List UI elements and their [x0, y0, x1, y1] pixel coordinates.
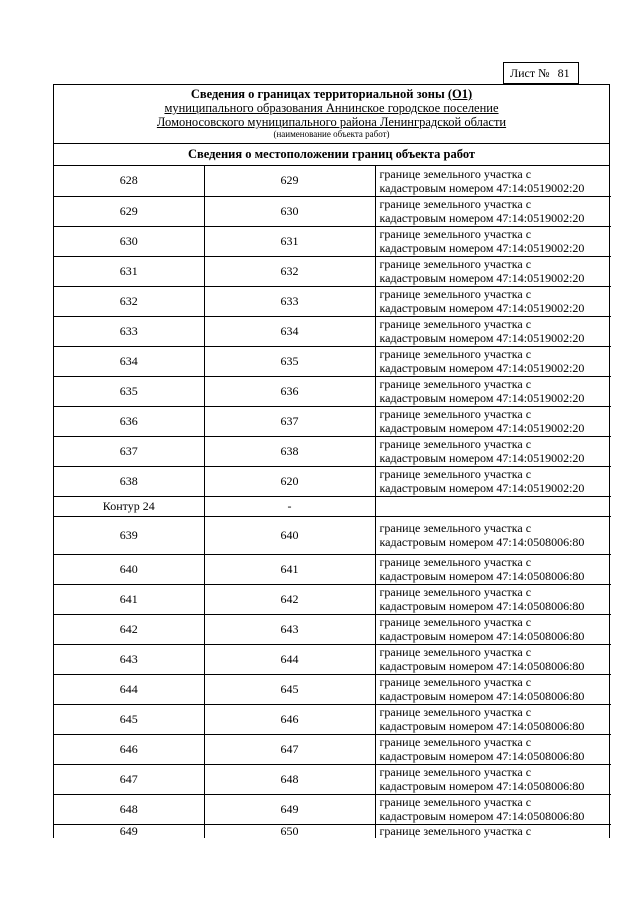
boundary-description — [375, 584, 611, 614]
description-line-2: кадастровым номером 47:14:0519002:20 — [379, 241, 585, 255]
point-from: 629 — [54, 196, 204, 226]
description-line-1: границе земельного участка с — [379, 555, 532, 569]
document-header — [54, 85, 609, 144]
description-line-1: границе земельного участка с — [379, 795, 532, 809]
boundary-description — [375, 614, 611, 644]
boundary-description — [375, 286, 611, 316]
table-row — [54, 466, 611, 496]
table-row — [54, 644, 611, 674]
sheet-label: Лист № — [510, 66, 550, 80]
point-to: 638 — [204, 436, 375, 466]
boundary-description — [375, 516, 611, 554]
point-from: 638 — [54, 466, 204, 496]
point-to: 636 — [204, 376, 375, 406]
table-row — [54, 734, 611, 764]
description-line-1: границе земельного участка с — [379, 765, 532, 779]
point-to: 644 — [204, 644, 375, 674]
header-municipality: муниципального образования Аннинское городское поселение — [164, 101, 499, 115]
zone-code: (О1) — [447, 87, 473, 101]
description-line-2: кадастровым номером 47:14:0519002:20 — [379, 331, 585, 345]
point-to: - — [204, 496, 375, 516]
description-line-2: кадастровым номером 47:14:0508006:80 — [379, 689, 585, 703]
description-line-1: границе земельного участка с — [379, 287, 532, 301]
description-line-1: границе земельного участка с — [379, 317, 532, 331]
table-row — [54, 704, 611, 734]
table-row — [54, 516, 611, 554]
description-line-2: кадастровым номером 47:14:0519002:20 — [379, 211, 585, 225]
description-line-2: кадастровым номером 47:14:0519002:20 — [379, 361, 585, 375]
description-line-1: границе земельного участка с — [379, 377, 532, 391]
boundary-description — [375, 466, 611, 496]
table-row — [54, 376, 611, 406]
boundary-description — [375, 734, 611, 764]
point-to: 633 — [204, 286, 375, 316]
boundary-description — [375, 496, 611, 516]
sheet-number: 81 — [557, 66, 570, 80]
description-line-1: границе земельного участка с — [379, 227, 532, 241]
description-line-2: кадастровым номером 47:14:0519002:20 — [379, 301, 585, 315]
description-line-1: границе земельного участка с — [379, 615, 532, 629]
table-row — [54, 554, 611, 584]
description-line-1: границе земельного участка с — [379, 257, 532, 271]
table-row — [54, 316, 611, 346]
point-to: 646 — [204, 704, 375, 734]
point-from: 634 — [54, 346, 204, 376]
description-line-2: кадастровым номером 47:14:0508006:80 — [379, 569, 585, 583]
table-row — [54, 674, 611, 704]
section-subtitle: Сведения о местоположении границ объекта работ — [54, 144, 609, 166]
table-row — [54, 256, 611, 286]
point-from: 636 — [54, 406, 204, 436]
point-to: 643 — [204, 614, 375, 644]
boundary-description — [375, 824, 611, 838]
point-from: 639 — [54, 516, 204, 554]
point-from: 647 — [54, 764, 204, 794]
description-line-1: границе земельного участка с — [379, 347, 532, 361]
table-row — [54, 764, 611, 794]
boundary-table — [54, 166, 611, 838]
point-from: 645 — [54, 704, 204, 734]
point-from: 642 — [54, 614, 204, 644]
point-from: 641 — [54, 584, 204, 614]
point-from: 628 — [54, 166, 204, 196]
boundary-description — [375, 196, 611, 226]
description-line-2: кадастровым номером 47:14:0508006:80 — [379, 719, 585, 733]
point-to: 649 — [204, 794, 375, 824]
point-to: 641 — [204, 554, 375, 584]
point-to: 642 — [204, 584, 375, 614]
point-to: 648 — [204, 764, 375, 794]
point-to: 637 — [204, 406, 375, 436]
point-from: 631 — [54, 256, 204, 286]
contour-row — [54, 496, 611, 516]
boundary-description — [375, 256, 611, 286]
description-line-1: границе земельного участка с — [379, 824, 532, 838]
description-line-2: кадастровым номером 47:14:0508006:80 — [379, 659, 585, 673]
point-to: 620 — [204, 466, 375, 496]
description-line-2: кадастровым номером 47:14:0519002:20 — [379, 481, 585, 495]
boundary-description — [375, 704, 611, 734]
description-line-1: границе земельного участка с — [379, 467, 532, 481]
point-from: 632 — [54, 286, 204, 316]
point-to: 645 — [204, 674, 375, 704]
boundary-description — [375, 794, 611, 824]
header-caption: (наименование объекта работ) — [273, 129, 390, 139]
boundary-description — [375, 554, 611, 584]
description-line-1: границе земельного участка с — [379, 735, 532, 749]
point-to: 650 — [204, 824, 375, 838]
point-from: 649 — [54, 824, 204, 838]
boundary-description — [375, 226, 611, 256]
point-from: 648 — [54, 794, 204, 824]
description-line-2: кадастровым номером 47:14:0508006:80 — [379, 749, 585, 763]
point-from: 630 — [54, 226, 204, 256]
description-line-2: кадастровым номером 47:14:0519002:20 — [379, 271, 585, 285]
description-line-1: границе земельного участка с — [379, 437, 532, 451]
description-line-1: границе земельного участка с — [379, 197, 532, 211]
boundary-description — [375, 376, 611, 406]
description-line-2: кадастровым номером 47:14:0508006:80 — [379, 629, 585, 643]
table-row — [54, 166, 611, 196]
description-line-2: кадастровым номером 47:14:0519002:20 — [379, 451, 585, 465]
sheet-number-box — [503, 62, 579, 84]
boundary-description — [375, 674, 611, 704]
point-to: 632 — [204, 256, 375, 286]
point-from: 640 — [54, 554, 204, 584]
table-row — [54, 346, 611, 376]
table-row — [54, 436, 611, 466]
table-row — [54, 406, 611, 436]
description-line-1: границе земельного участка с — [379, 585, 532, 599]
description-line-1: границе земельного участка с — [379, 521, 532, 535]
description-line-1: границе земельного участка с — [379, 166, 532, 181]
contour-label: Контур 24 — [54, 496, 204, 516]
description-line-2: кадастровым номером 47:14:0508006:80 — [379, 535, 585, 549]
table-row — [54, 614, 611, 644]
boundary-description — [375, 406, 611, 436]
point-to: 634 — [204, 316, 375, 346]
description-line-1: границе земельного участка с — [379, 645, 532, 659]
point-from: 644 — [54, 674, 204, 704]
point-to: 635 — [204, 346, 375, 376]
description-line-1: границе земельного участка с — [379, 705, 532, 719]
point-to: 640 — [204, 516, 375, 554]
point-from: 633 — [54, 316, 204, 346]
boundary-description — [375, 436, 611, 466]
point-to: 631 — [204, 226, 375, 256]
point-from: 635 — [54, 376, 204, 406]
boundary-description — [375, 346, 611, 376]
point-from: 646 — [54, 734, 204, 764]
table-row — [54, 794, 611, 824]
description-line-1: границе земельного участка с — [379, 407, 532, 421]
description-line-2: кадастровым номером 47:14:0519002:20 — [379, 421, 585, 435]
table-row — [54, 196, 611, 226]
table-row — [54, 824, 611, 838]
boundary-description — [375, 644, 611, 674]
header-district: Ломоносовского муниципального района Ленинградской области — [156, 115, 507, 129]
description-line-2: кадастровым номером 47:14:0508006:80 — [379, 779, 585, 793]
point-to: 630 — [204, 196, 375, 226]
table-row — [54, 226, 611, 256]
description-line-2: кадастровым номером 47:14:0519002:20 — [379, 180, 585, 195]
point-from: 637 — [54, 436, 204, 466]
table-row — [54, 584, 611, 614]
description-line-2: кадастровым номером 47:14:0508006:80 — [379, 599, 585, 613]
header-title — [54, 87, 609, 101]
point-to: 629 — [204, 166, 375, 196]
description-line-2: кадастровым номером 47:14:0519002:20 — [379, 391, 585, 405]
boundary-description — [375, 764, 611, 794]
document-frame — [53, 84, 610, 838]
description-line-2: кадастровым номером 47:14:0508006:80 — [379, 809, 585, 823]
point-to: 647 — [204, 734, 375, 764]
boundary-description — [375, 316, 611, 346]
boundary-table-body — [54, 166, 611, 838]
boundary-description — [375, 166, 611, 196]
point-from: 643 — [54, 644, 204, 674]
description-line-1: границе земельного участка с — [379, 675, 532, 689]
header-title-text: Сведения о границах территориальной зоны — [190, 87, 445, 101]
table-row — [54, 286, 611, 316]
